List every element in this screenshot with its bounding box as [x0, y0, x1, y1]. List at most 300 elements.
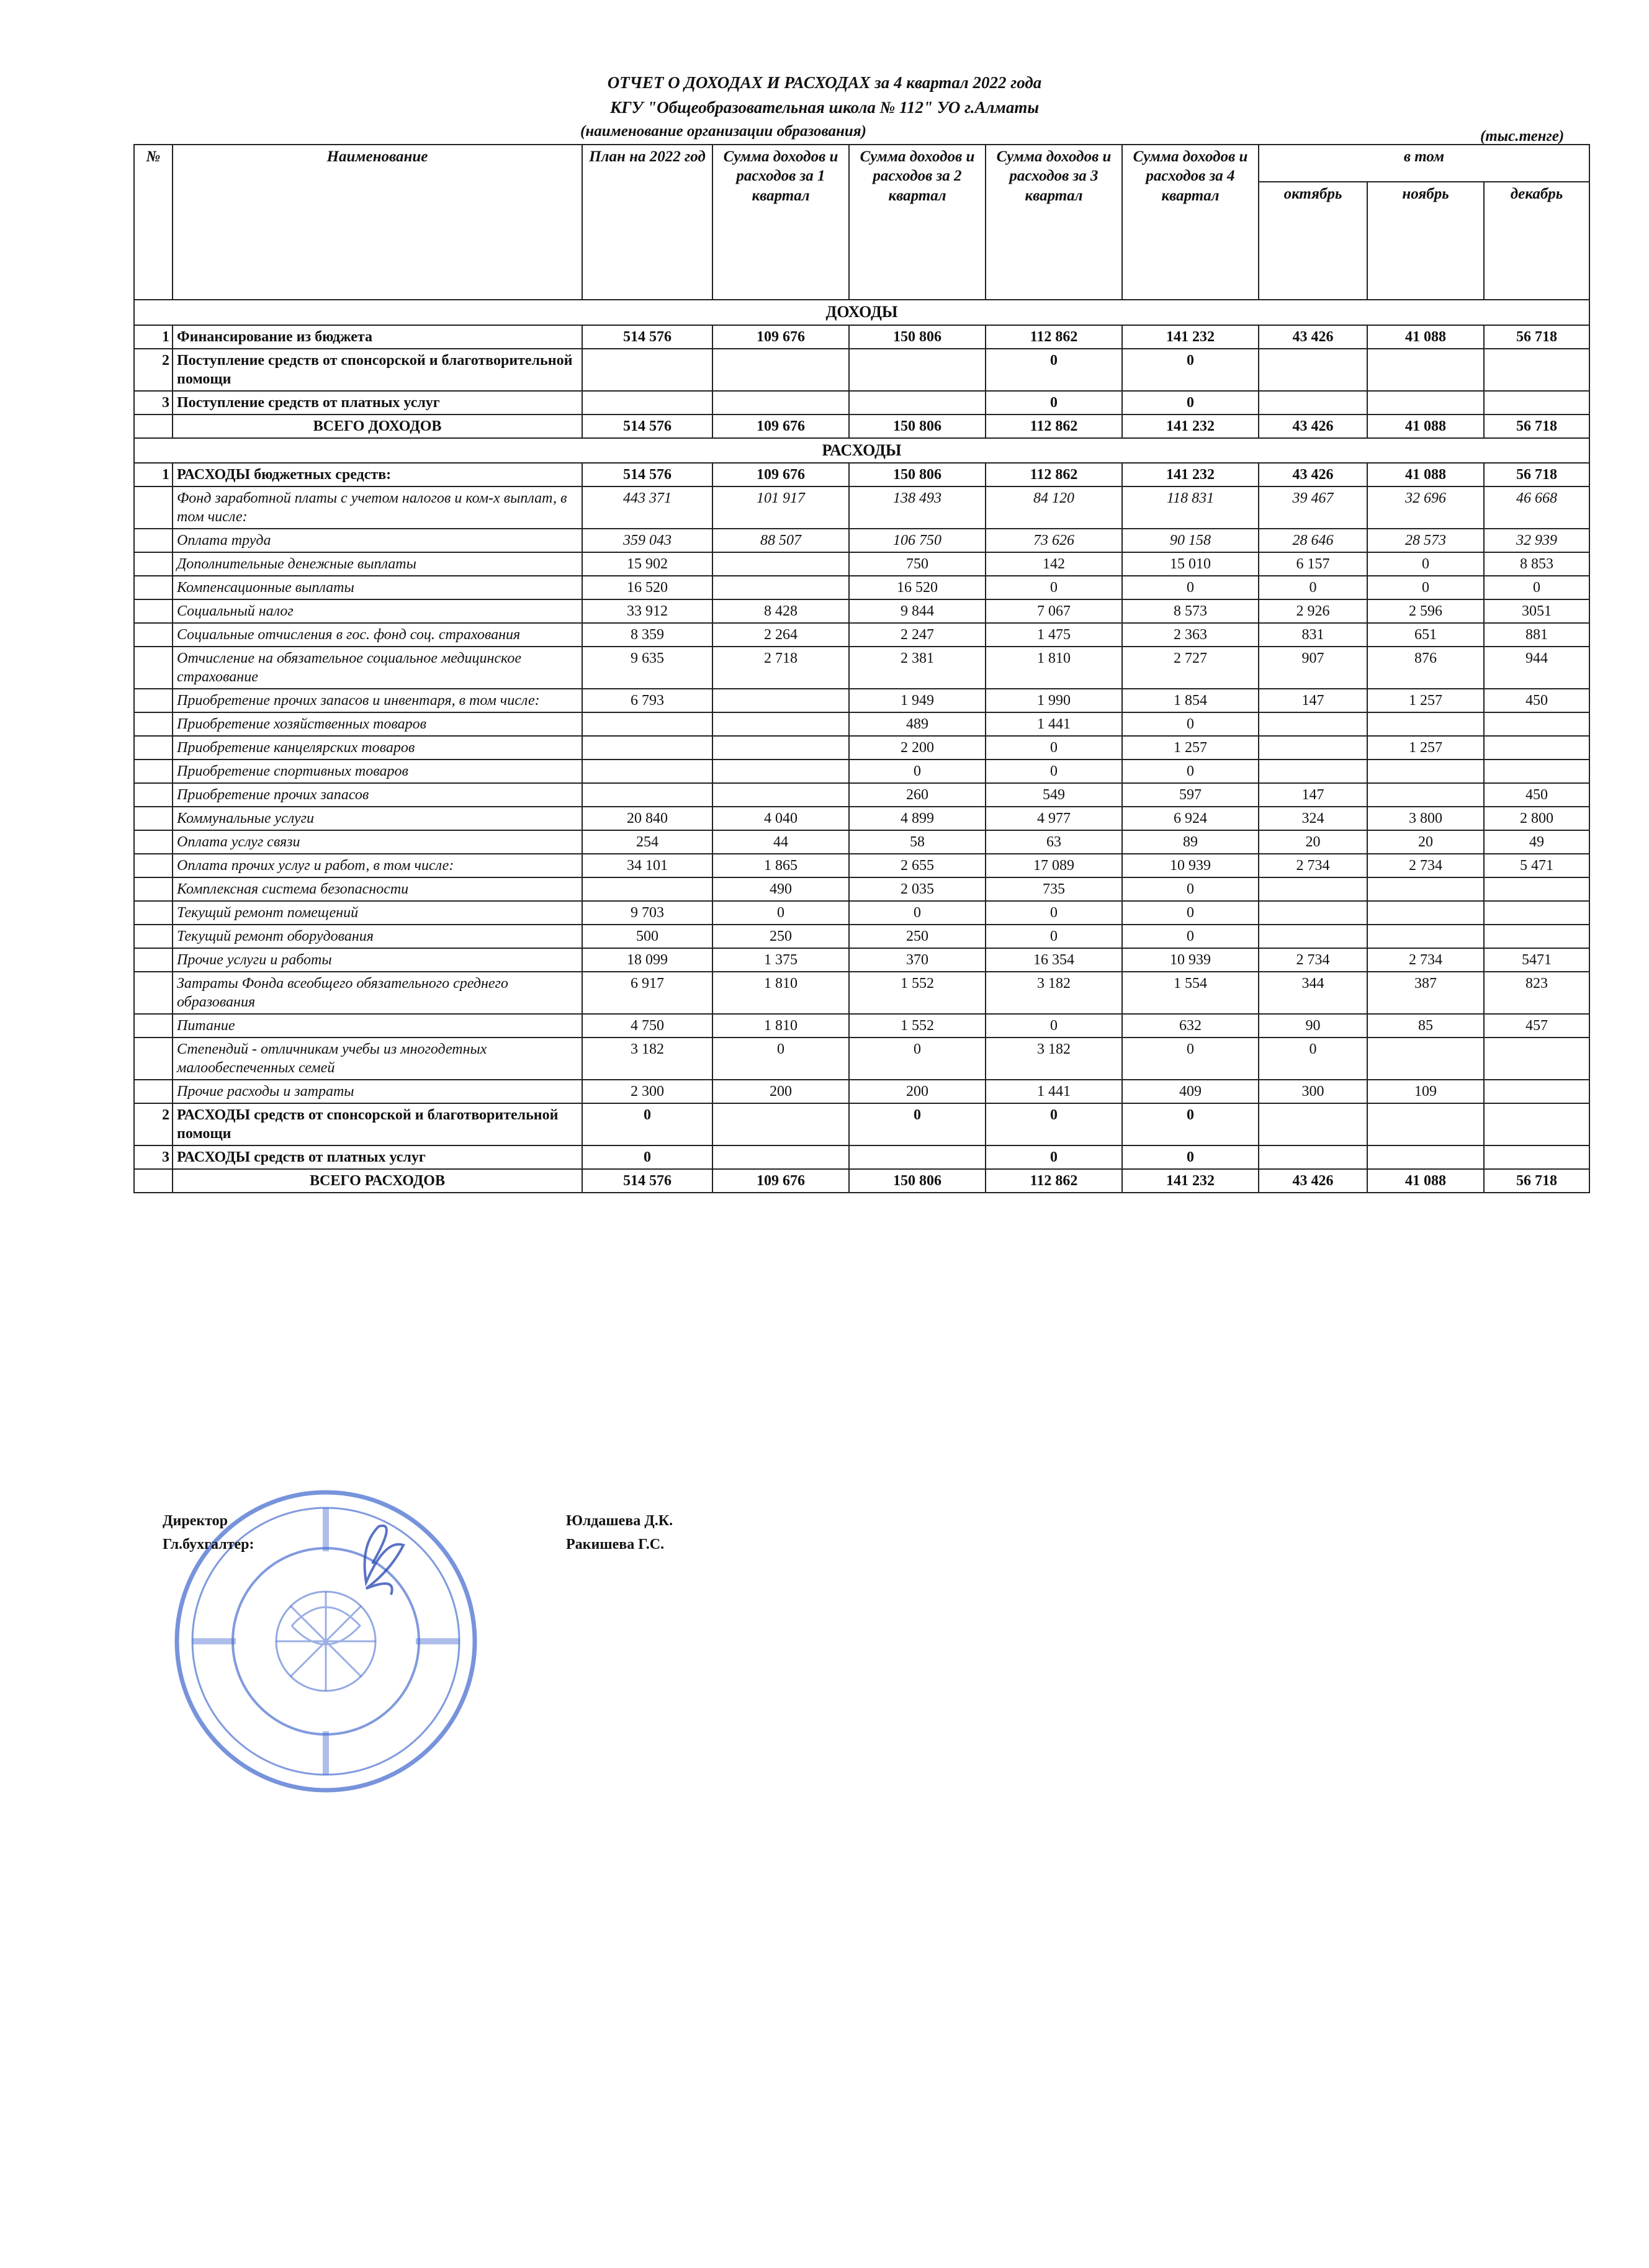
- table-row: [134, 463, 1589, 486]
- cell-dec: 49: [1484, 830, 1589, 854]
- col-name: Наименование: [173, 145, 582, 300]
- cell-q4: 0: [1122, 760, 1259, 783]
- row-number: 2: [134, 1103, 173, 1145]
- cell-q4: 1 554: [1122, 972, 1259, 1014]
- cell-q1: 109 676: [712, 1169, 849, 1193]
- cell-plan: 6 917: [582, 972, 712, 1014]
- cell-q1: 109 676: [712, 325, 849, 349]
- cell-q2: 150 806: [849, 463, 986, 486]
- signature-labels: [163, 1509, 254, 1557]
- cell-plan: 0: [582, 1103, 712, 1145]
- cell-q4: 0: [1122, 1103, 1259, 1145]
- cell-oct: [1259, 760, 1367, 783]
- cell-plan: 16 520: [582, 576, 712, 599]
- cell-q2: [849, 391, 986, 415]
- cell-plan: 500: [582, 925, 712, 948]
- cell-q2: 489: [849, 712, 986, 736]
- cell-q1: 490: [712, 877, 849, 901]
- cell-dec: [1484, 391, 1589, 415]
- cell-oct: 147: [1259, 689, 1367, 712]
- cell-plan: 254: [582, 830, 712, 854]
- cell-oct: [1259, 1145, 1367, 1169]
- cell-q2: 0: [849, 901, 986, 925]
- cell-dec: 56 718: [1484, 415, 1589, 438]
- row-number: [134, 972, 173, 1014]
- cell-plan: 18 099: [582, 948, 712, 972]
- table-row: [134, 486, 1589, 529]
- row-name: Прочие услуги и работы: [173, 948, 582, 972]
- cell-q1: 8 428: [712, 599, 849, 623]
- cell-q3: 0: [986, 901, 1122, 925]
- cell-oct: 2 734: [1259, 948, 1367, 972]
- cell-plan: [582, 391, 712, 415]
- cell-q1: 2 264: [712, 623, 849, 647]
- row-name: Приобретение спортивных товаров: [173, 760, 582, 783]
- cell-oct: 43 426: [1259, 1169, 1367, 1193]
- cell-q3: 142: [986, 552, 1122, 576]
- table-row: [134, 1145, 1589, 1169]
- cell-nov: 876: [1367, 647, 1484, 689]
- cell-plan: 443 371: [582, 486, 712, 529]
- cell-q1: 4 040: [712, 807, 849, 830]
- cell-q1: 109 676: [712, 463, 849, 486]
- cell-oct: 6 157: [1259, 552, 1367, 576]
- row-name: РАСХОДЫ средств от платных услуг: [173, 1145, 582, 1169]
- row-name: Оплата труда: [173, 529, 582, 552]
- row-number: [134, 1169, 173, 1193]
- cell-plan: 4 750: [582, 1014, 712, 1038]
- row-name: ВСЕГО РАСХОДОВ: [173, 1169, 582, 1193]
- cell-nov: 41 088: [1367, 1169, 1484, 1193]
- row-number: [134, 529, 173, 552]
- cell-q2: 16 520: [849, 576, 986, 599]
- cell-dec: 823: [1484, 972, 1589, 1014]
- cell-q3: 0: [986, 391, 1122, 415]
- row-number: [134, 415, 173, 438]
- cell-dec: [1484, 901, 1589, 925]
- cell-nov: [1367, 1038, 1484, 1080]
- cell-oct: 0: [1259, 1038, 1367, 1080]
- row-number: [134, 552, 173, 576]
- cell-nov: 1 257: [1367, 689, 1484, 712]
- cell-dec: [1484, 712, 1589, 736]
- table-row: [134, 948, 1589, 972]
- cell-q4: 90 158: [1122, 529, 1259, 552]
- cell-dec: 46 668: [1484, 486, 1589, 529]
- row-name: Прочие расходы и затраты: [173, 1080, 582, 1103]
- cell-q2: 138 493: [849, 486, 986, 529]
- cell-oct: 344: [1259, 972, 1367, 1014]
- cell-q4: 141 232: [1122, 325, 1259, 349]
- cell-dec: [1484, 877, 1589, 901]
- cell-q4: 2 727: [1122, 647, 1259, 689]
- cell-plan: 15 902: [582, 552, 712, 576]
- cell-plan: 34 101: [582, 854, 712, 877]
- cell-plan: [582, 783, 712, 807]
- cell-q4: 6 924: [1122, 807, 1259, 830]
- table-row: [134, 877, 1589, 901]
- col-dec: декабрь: [1484, 182, 1589, 300]
- cell-oct: [1259, 736, 1367, 760]
- cell-oct: 0: [1259, 576, 1367, 599]
- cell-q2: 150 806: [849, 1169, 986, 1193]
- cell-oct: 43 426: [1259, 415, 1367, 438]
- table-row: [134, 552, 1589, 576]
- cell-plan: 33 912: [582, 599, 712, 623]
- cell-q3: 112 862: [986, 1169, 1122, 1193]
- cell-q2: [849, 349, 986, 391]
- cell-dec: 8 853: [1484, 552, 1589, 576]
- cell-nov: [1367, 760, 1484, 783]
- cell-oct: 147: [1259, 783, 1367, 807]
- cell-plan: 0: [582, 1145, 712, 1169]
- cell-q3: 1 475: [986, 623, 1122, 647]
- cell-plan: [582, 760, 712, 783]
- cell-q1: [712, 689, 849, 712]
- cell-plan: 6 793: [582, 689, 712, 712]
- row-number: [134, 623, 173, 647]
- row-number: 3: [134, 1145, 173, 1169]
- cell-nov: [1367, 1145, 1484, 1169]
- cell-q4: 89: [1122, 830, 1259, 854]
- col-q3: Сумма доходов и расходов за 3 квартал: [986, 145, 1122, 300]
- cell-q4: 0: [1122, 1038, 1259, 1080]
- cell-plan: 9 703: [582, 901, 712, 925]
- accountant-name: Ракишева Г.С.: [566, 1536, 665, 1553]
- table-row: [134, 623, 1589, 647]
- cell-oct: 300: [1259, 1080, 1367, 1103]
- cell-q3: 0: [986, 925, 1122, 948]
- col-incl: в том: [1259, 145, 1589, 182]
- accountant-label: Гл.бухгалтер:: [163, 1536, 254, 1553]
- col-plan: План на 2022 год: [582, 145, 712, 300]
- cell-oct: [1259, 349, 1367, 391]
- cell-q1: [712, 736, 849, 760]
- cell-nov: 2 734: [1367, 948, 1484, 972]
- row-number: [134, 830, 173, 854]
- row-name: Питание: [173, 1014, 582, 1038]
- row-name: Приобретение прочих запасов и инвентаря, в том числе:: [173, 689, 582, 712]
- cell-q2: 150 806: [849, 325, 986, 349]
- row-number: [134, 760, 173, 783]
- cell-dec: 32 939: [1484, 529, 1589, 552]
- cell-dec: 0: [1484, 576, 1589, 599]
- units-label: (тыс.тенге): [1480, 128, 1565, 145]
- cell-q2: 2 035: [849, 877, 986, 901]
- cell-nov: [1367, 391, 1484, 415]
- table-row: [134, 391, 1589, 415]
- table-row: [134, 529, 1589, 552]
- section-expense: РАСХОДЫ: [134, 438, 1589, 464]
- col-q1: Сумма доходов и расходов за 1 квартал: [712, 145, 849, 300]
- cell-plan: 3 182: [582, 1038, 712, 1080]
- cell-q3: 73 626: [986, 529, 1122, 552]
- cell-q2: 370: [849, 948, 986, 972]
- row-name: Оплата прочих услуг и работ, в том числе:: [173, 854, 582, 877]
- row-name: Фонд заработной платы с учетом налогов и ком-х выплат, в том числе:: [173, 486, 582, 529]
- director-label: Директор: [163, 1513, 228, 1529]
- cell-nov: [1367, 925, 1484, 948]
- cell-q4: 141 232: [1122, 463, 1259, 486]
- cell-q3: 4 977: [986, 807, 1122, 830]
- cell-nov: 1 257: [1367, 736, 1484, 760]
- cell-dec: [1484, 760, 1589, 783]
- cell-q4: 8 573: [1122, 599, 1259, 623]
- cell-q2: 9 844: [849, 599, 986, 623]
- cell-q4: 118 831: [1122, 486, 1259, 529]
- cell-q3: 84 120: [986, 486, 1122, 529]
- cell-q2: 260: [849, 783, 986, 807]
- cell-q4: 141 232: [1122, 1169, 1259, 1193]
- cell-q1: [712, 349, 849, 391]
- cell-plan: 8 359: [582, 623, 712, 647]
- cell-q3: 1 810: [986, 647, 1122, 689]
- col-num: №: [134, 145, 173, 300]
- row-name: Дополнительные денежные выплаты: [173, 552, 582, 576]
- cell-q4: 0: [1122, 925, 1259, 948]
- cell-q4: 0: [1122, 901, 1259, 925]
- row-name: Коммунальные услуги: [173, 807, 582, 830]
- cell-plan: 9 635: [582, 647, 712, 689]
- table-row: [134, 925, 1589, 948]
- row-number: [134, 712, 173, 736]
- cell-q2: 58: [849, 830, 986, 854]
- cell-dec: 2 800: [1484, 807, 1589, 830]
- cell-plan: 514 576: [582, 415, 712, 438]
- cell-q4: 141 232: [1122, 415, 1259, 438]
- cell-nov: 0: [1367, 576, 1484, 599]
- cell-nov: [1367, 877, 1484, 901]
- cell-oct: [1259, 391, 1367, 415]
- row-name: Отчисление на обязательное социальное медицинское страхование: [173, 647, 582, 689]
- cell-dec: 881: [1484, 623, 1589, 647]
- total-income-row: [134, 415, 1589, 438]
- row-number: [134, 1014, 173, 1038]
- cell-q1: 1 810: [712, 1014, 849, 1038]
- row-name: Поступление средств от платных услуг: [173, 391, 582, 415]
- cell-q2: 0: [849, 1038, 986, 1080]
- cell-nov: 41 088: [1367, 325, 1484, 349]
- cell-q4: 0: [1122, 391, 1259, 415]
- row-number: [134, 576, 173, 599]
- cell-oct: 907: [1259, 647, 1367, 689]
- cell-plan: 514 576: [582, 463, 712, 486]
- table-row: [134, 854, 1589, 877]
- cell-q2: [849, 1145, 986, 1169]
- cell-dec: 3051: [1484, 599, 1589, 623]
- cell-dec: [1484, 736, 1589, 760]
- cell-q2: 4 899: [849, 807, 986, 830]
- cell-nov: 41 088: [1367, 415, 1484, 438]
- cell-q2: 250: [849, 925, 986, 948]
- cell-oct: 43 426: [1259, 463, 1367, 486]
- cell-q1: 0: [712, 1038, 849, 1080]
- row-name: Приобретение хозяйственных товаров: [173, 712, 582, 736]
- cell-dec: 450: [1484, 783, 1589, 807]
- cell-dec: [1484, 1080, 1589, 1103]
- cell-q1: 88 507: [712, 529, 849, 552]
- cell-q1: 109 676: [712, 415, 849, 438]
- row-name: Социальные отчисления в гос. фонд соц. страхования: [173, 623, 582, 647]
- organization-name: КГУ "Общеобразовательная школа № 112" УО г.Алматы: [609, 98, 1040, 117]
- cell-nov: 2 596: [1367, 599, 1484, 623]
- cell-q4: 409: [1122, 1080, 1259, 1103]
- cell-q1: [712, 712, 849, 736]
- cell-nov: 28 573: [1367, 529, 1484, 552]
- cell-q2: 1 552: [849, 972, 986, 1014]
- cell-nov: 32 696: [1367, 486, 1484, 529]
- row-name: Степендий - отличникам учебы из многодетных малообеспеченных семей: [173, 1038, 582, 1080]
- row-number: [134, 925, 173, 948]
- cell-dec: [1484, 349, 1589, 391]
- cell-plan: 514 576: [582, 325, 712, 349]
- cell-nov: 3 800: [1367, 807, 1484, 830]
- cell-dec: 5 471: [1484, 854, 1589, 877]
- cell-q3: 0: [986, 1145, 1122, 1169]
- cell-q4: 632: [1122, 1014, 1259, 1038]
- row-number: [134, 1080, 173, 1103]
- cell-q2: 1 949: [849, 689, 986, 712]
- cell-dec: 56 718: [1484, 463, 1589, 486]
- cell-oct: 2 926: [1259, 599, 1367, 623]
- cell-dec: 944: [1484, 647, 1589, 689]
- col-q4: Сумма доходов и расходов за 4 квартал: [1122, 145, 1259, 300]
- cell-q3: 0: [986, 736, 1122, 760]
- cell-nov: 651: [1367, 623, 1484, 647]
- row-name: Текущий ремонт оборудования: [173, 925, 582, 948]
- row-number: [134, 948, 173, 972]
- cell-nov: [1367, 349, 1484, 391]
- cell-nov: 2 734: [1367, 854, 1484, 877]
- table-row: [134, 1080, 1589, 1103]
- row-name: Комплексная система безопасности: [173, 877, 582, 901]
- cell-q3: 0: [986, 349, 1122, 391]
- cell-q1: 250: [712, 925, 849, 948]
- cell-q3: 0: [986, 1014, 1122, 1038]
- cell-q2: 750: [849, 552, 986, 576]
- cell-q3: 17 089: [986, 854, 1122, 877]
- cell-q4: 0: [1122, 877, 1259, 901]
- row-number: [134, 877, 173, 901]
- cell-q1: 1 375: [712, 948, 849, 972]
- cell-oct: 90: [1259, 1014, 1367, 1038]
- cell-oct: 324: [1259, 807, 1367, 830]
- organization-note: (наименование организации образования): [580, 123, 866, 140]
- cell-q4: 15 010: [1122, 552, 1259, 576]
- row-name: Приобретение канцелярских товаров: [173, 736, 582, 760]
- row-name: Компенсационные выплаты: [173, 576, 582, 599]
- cell-q4: 1 854: [1122, 689, 1259, 712]
- cell-dec: 56 718: [1484, 1169, 1589, 1193]
- cell-plan: [582, 349, 712, 391]
- table-row: [134, 349, 1589, 391]
- table-row: [134, 1038, 1589, 1080]
- cell-q3: 549: [986, 783, 1122, 807]
- cell-oct: 43 426: [1259, 325, 1367, 349]
- cell-nov: [1367, 783, 1484, 807]
- cell-q1: 2 718: [712, 647, 849, 689]
- row-name: Приобретение прочих запасов: [173, 783, 582, 807]
- row-number: [134, 647, 173, 689]
- table-row: [134, 830, 1589, 854]
- cell-nov: 387: [1367, 972, 1484, 1014]
- signature-names: [566, 1509, 673, 1557]
- cell-nov: 109: [1367, 1080, 1484, 1103]
- row-name: Оплата услуг связи: [173, 830, 582, 854]
- cell-nov: [1367, 712, 1484, 736]
- cell-q4: 10 939: [1122, 948, 1259, 972]
- cell-nov: 41 088: [1367, 463, 1484, 486]
- cell-dec: [1484, 1145, 1589, 1169]
- row-name: Затраты Фонда всеобщего обязательного среднего образования: [173, 972, 582, 1014]
- cell-nov: [1367, 1103, 1484, 1145]
- table-row: [134, 712, 1589, 736]
- cell-q3: 63: [986, 830, 1122, 854]
- cell-q1: [712, 391, 849, 415]
- row-number: [134, 689, 173, 712]
- cell-dec: [1484, 1103, 1589, 1145]
- cell-q2: 2 200: [849, 736, 986, 760]
- col-q2: Сумма доходов и расходов за 2 квартал: [849, 145, 986, 300]
- cell-oct: 2 734: [1259, 854, 1367, 877]
- cell-q1: 101 917: [712, 486, 849, 529]
- cell-q4: 597: [1122, 783, 1259, 807]
- report-title: ОТЧЕТ О ДОХОДАХ И РАСХОДАХ за 4 квартал 2022 года: [607, 73, 1042, 92]
- table-row: [134, 807, 1589, 830]
- cell-q3: 1 990: [986, 689, 1122, 712]
- cell-dec: 56 718: [1484, 325, 1589, 349]
- row-number: [134, 901, 173, 925]
- cell-q4: 0: [1122, 1145, 1259, 1169]
- cell-plan: 359 043: [582, 529, 712, 552]
- cell-q1: 44: [712, 830, 849, 854]
- col-nov: ноябрь: [1367, 182, 1484, 300]
- table-row: [134, 325, 1589, 349]
- cell-plan: [582, 736, 712, 760]
- section-income: ДОХОДЫ: [134, 300, 1589, 325]
- table-row: [134, 689, 1589, 712]
- cell-oct: 39 467: [1259, 486, 1367, 529]
- cell-q4: 1 257: [1122, 736, 1259, 760]
- row-name: Текущий ремонт помещений: [173, 901, 582, 925]
- cell-nov: 85: [1367, 1014, 1484, 1038]
- cell-q3: 16 354: [986, 948, 1122, 972]
- row-name: Поступление средств от спонсорской и благотворительной помощи: [173, 349, 582, 391]
- row-number: [134, 783, 173, 807]
- table-row: [134, 576, 1589, 599]
- row-name: ВСЕГО ДОХОДОВ: [173, 415, 582, 438]
- row-number: 1: [134, 463, 173, 486]
- cell-q3: 7 067: [986, 599, 1122, 623]
- cell-oct: [1259, 901, 1367, 925]
- cell-q2: 0: [849, 1103, 986, 1145]
- cell-q1: [712, 760, 849, 783]
- cell-q1: 1 865: [712, 854, 849, 877]
- cell-nov: 0: [1367, 552, 1484, 576]
- row-number: [134, 854, 173, 877]
- cell-q2: 2 655: [849, 854, 986, 877]
- cell-q4: 0: [1122, 576, 1259, 599]
- cell-oct: 831: [1259, 623, 1367, 647]
- cell-plan: [582, 877, 712, 901]
- cell-q3: 112 862: [986, 463, 1122, 486]
- cell-q3: 3 182: [986, 972, 1122, 1014]
- row-name: Финансирование из бюджета: [173, 325, 582, 349]
- row-number: 3: [134, 391, 173, 415]
- table-row: [134, 599, 1589, 623]
- director-name: Юлдашева Д.К.: [566, 1513, 673, 1529]
- cell-q3: 0: [986, 1103, 1122, 1145]
